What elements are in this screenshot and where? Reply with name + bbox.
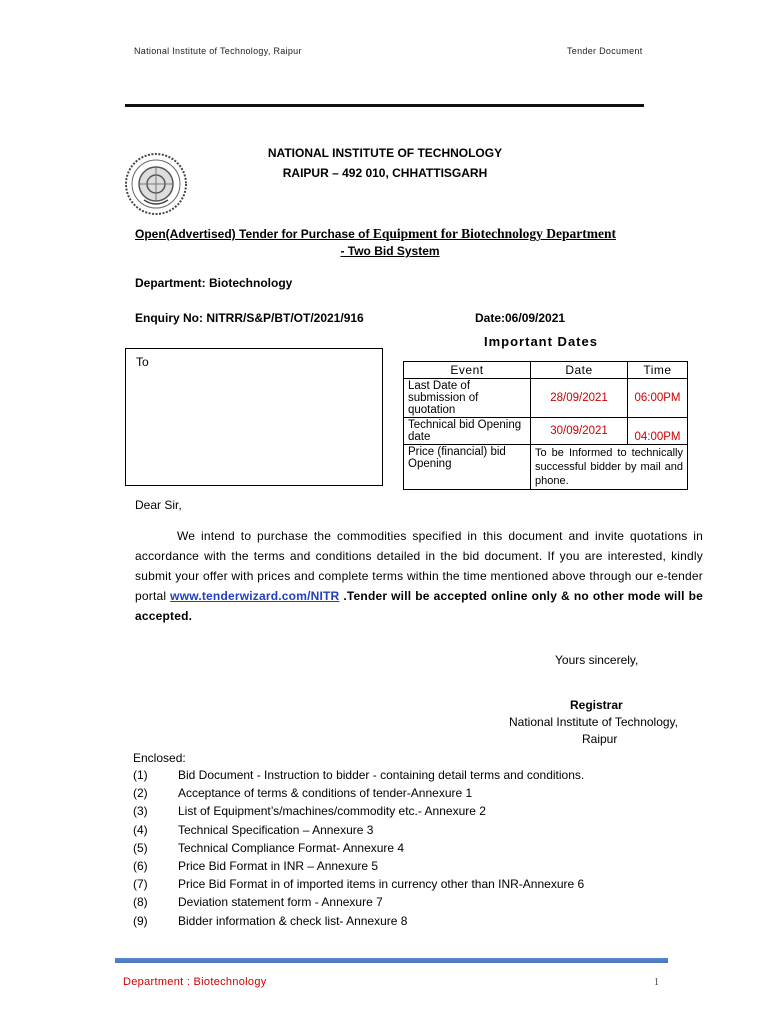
list-item: (2) Acceptance of terms & conditions of tender-Annexure 1 <box>133 786 473 801</box>
list-item: (9) Bidder information & check list- Annexure 8 <box>133 913 408 928</box>
tender-title-emphasis: Equipment for Biotechnology Department <box>372 226 616 241</box>
header-rule <box>125 104 644 107</box>
list-item: (3) List of Equipment’s/machines/commodity etc.- Annexure 2 <box>133 804 486 819</box>
list-item: (7) Price Bid Format in of imported items in currency other than INR-Annexure 6 <box>133 877 585 892</box>
tenderwizard-link[interactable]: www.tenderwizard.com/NITR <box>170 589 340 603</box>
institute-seal-logo <box>124 152 188 216</box>
body-text: We intend to purchase the commodities specified in this document and invite quotations in accordance with the terms and conditions detailed in the bid document. If you are interested, kindly submit your offer with prices and complete terms within the time mentioned above through our e-tender portal <box>135 529 703 603</box>
tender-title <box>135 226 675 242</box>
enclosed-label: Enclosed: <box>133 751 186 765</box>
closing: Yours sincerely, <box>555 653 639 667</box>
header-time: Time <box>628 362 688 379</box>
important-dates-title: Important Dates <box>484 334 598 349</box>
department-line: Department: Biotechnology <box>135 276 293 290</box>
date-cell: 30/09/2021 <box>531 418 628 445</box>
event-cell: Price (financial) bid Opening <box>404 445 531 490</box>
list-item: (1) Bid Document - Instruction to bidder - containing detail terms and conditions. <box>133 768 585 782</box>
event-cell: Last Date of submission of quotation <box>404 379 531 418</box>
list-item: (8) Deviation statement form - Annexure 7 <box>133 895 383 910</box>
footer-department: Department : Biotechnology <box>123 976 267 988</box>
to-label: To <box>136 355 149 369</box>
salutation: Dear Sir, <box>135 498 182 512</box>
table-row <box>404 379 688 418</box>
tender-title-prefix: Open(Advertised) Tender for Purchase of <box>135 227 373 241</box>
note-cell: To be Informed to technically successful bidder by mail and phone. <box>531 445 688 490</box>
important-dates-table <box>403 361 688 490</box>
to-address-box <box>125 348 383 486</box>
header-institute: National Institute of Technology, Raipur <box>134 46 302 56</box>
signatory-city: Raipur <box>582 732 618 746</box>
table-row <box>404 445 688 490</box>
header-date: Date <box>531 362 628 379</box>
signatory-org: National Institute of Technology, <box>509 715 678 729</box>
body-tail: .Tender will be accepted online only & no other mode will be accepted. <box>135 589 703 623</box>
signatory-title: Registrar <box>570 698 623 712</box>
body-paragraph <box>135 526 703 626</box>
footer-bar <box>115 958 668 963</box>
bid-system: - Two Bid System <box>340 244 440 258</box>
enquiry-date: Date:06/09/2021 <box>475 311 566 325</box>
date-cell: 28/09/2021 <box>531 379 628 418</box>
list-item: (5) Technical Compliance Format- Annexure 4 <box>133 840 405 855</box>
page-number: 1 <box>654 977 659 988</box>
time-cell: 06:00PM <box>628 379 688 418</box>
list-item: (4) Technical Specification – Annexure 3 <box>133 822 374 837</box>
enquiry-number: Enquiry No: NITRR/S&P/BT/OT/2021/916 <box>135 311 364 325</box>
table-row <box>404 418 688 445</box>
header-event: Event <box>404 362 531 379</box>
time-cell: 04:00PM <box>628 418 688 445</box>
institute-address: RAIPUR – 492 010, CHHATTISGARH <box>282 166 488 180</box>
header-doc-type: Tender Document <box>567 46 643 56</box>
event-cell: Technical bid Opening date <box>404 418 531 445</box>
enclosed-list <box>133 766 584 930</box>
list-item: (6) Price Bid Format in INR – Annexure 5 <box>133 859 379 874</box>
institute-name: NATIONAL INSTITUTE OF TECHNOLOGY <box>267 146 503 160</box>
table-header-row <box>404 362 688 379</box>
